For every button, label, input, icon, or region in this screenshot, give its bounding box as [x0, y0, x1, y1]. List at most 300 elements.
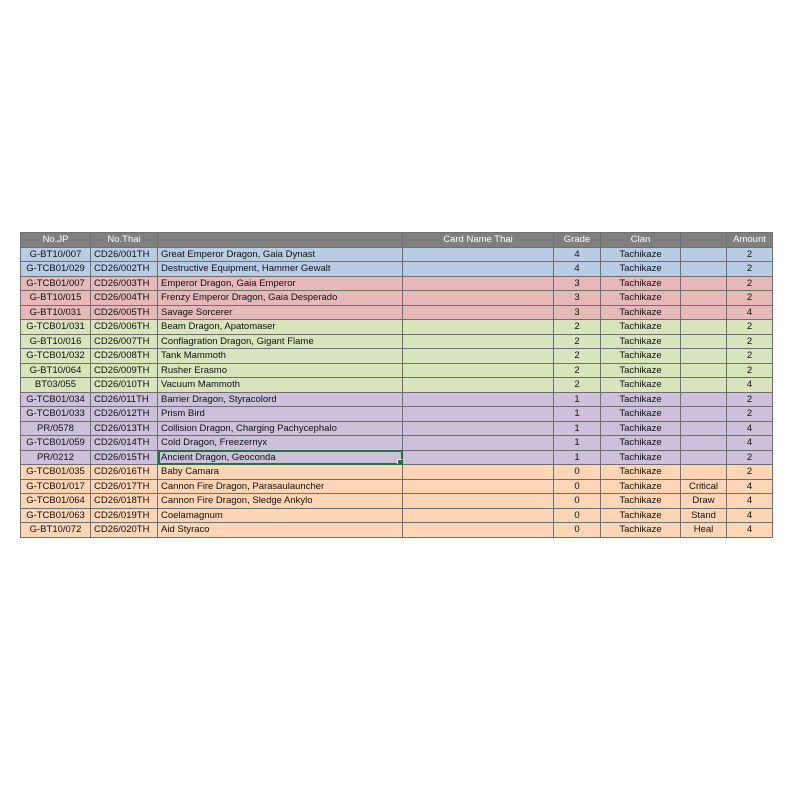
cell-grade[interactable]	[554, 276, 601, 291]
fill-handle[interactable]	[397, 459, 403, 465]
cell-clan[interactable]	[601, 247, 681, 262]
table-row	[21, 479, 773, 494]
cell-no-jp[interactable]	[21, 334, 91, 349]
cell-trigger[interactable]	[681, 436, 727, 451]
cell-grade[interactable]	[554, 508, 601, 523]
cell-grade-text: 0	[574, 466, 580, 478]
cell-no-jp[interactable]	[21, 465, 91, 480]
cell-card-name-thai[interactable]	[403, 305, 554, 320]
cell-no-jp[interactable]	[21, 320, 91, 335]
cell-card-name-thai[interactable]	[403, 349, 554, 364]
cell-amount-text: 2	[746, 248, 753, 260]
table-row	[21, 291, 773, 306]
cell-no-thai[interactable]	[91, 523, 158, 538]
cell-clan-text: Tachikaze	[619, 321, 662, 333]
table-row	[21, 407, 773, 422]
cell-no-jp-text: G-TCB01/064	[26, 495, 85, 507]
cell-card-name[interactable]	[158, 479, 403, 494]
cell-no-thai-text: CD26/007TH	[94, 335, 150, 347]
cell-clan[interactable]	[601, 262, 681, 277]
cell-no-jp[interactable]	[21, 407, 91, 422]
cell-card-name-text: Savage Sorcerer	[161, 306, 233, 318]
cell-card-name-thai[interactable]	[403, 262, 554, 277]
cell-clan-text: Tachikaze	[619, 524, 662, 536]
cell-card-name[interactable]	[158, 421, 403, 436]
cell-amount[interactable]	[727, 450, 773, 465]
cell-amount-text: 2	[746, 408, 753, 420]
cell-no-jp[interactable]	[21, 291, 91, 306]
cell-amount-text: 4	[746, 379, 753, 391]
cell-trigger[interactable]	[681, 392, 727, 407]
cell-card-name-thai[interactable]	[403, 508, 554, 523]
table-row	[21, 378, 773, 393]
cell-amount[interactable]	[727, 247, 773, 262]
cell-no-jp-text: G-BT10/072	[29, 524, 82, 536]
cell-card-name-text: Destructive Equipment, Hammer Gewalt	[161, 263, 331, 275]
cell-amount-text: 2	[746, 321, 753, 333]
cell-amount-text: 4	[746, 306, 753, 318]
cell-card-name-thai[interactable]	[403, 378, 554, 393]
cell-grade-text: 1	[574, 451, 580, 463]
cell-amount[interactable]	[727, 494, 773, 509]
cell-card-name-thai[interactable]	[403, 363, 554, 378]
cell-card-name[interactable]	[158, 320, 403, 335]
cell-grade[interactable]	[554, 334, 601, 349]
cell-no-thai-text: CD26/018TH	[94, 495, 150, 507]
cell-clan[interactable]	[601, 392, 681, 407]
cell-no-jp[interactable]	[21, 450, 91, 465]
cell-no-thai-text: CD26/020TH	[94, 524, 150, 536]
cell-amount-text: 2	[746, 451, 753, 463]
cell-card-name-thai[interactable]	[403, 479, 554, 494]
cell-amount-text: 2	[746, 393, 753, 405]
cell-clan[interactable]	[601, 363, 681, 378]
cell-card-name[interactable]	[158, 305, 403, 320]
cell-card-name-thai[interactable]	[403, 291, 554, 306]
cell-no-thai[interactable]	[91, 407, 158, 422]
cell-no-jp-text: G-TCB01/029	[26, 263, 85, 275]
cell-card-name-thai[interactable]	[403, 407, 554, 422]
cell-no-jp-text: G-TCB01/007	[26, 277, 85, 289]
cell-clan-text: Tachikaze	[619, 393, 662, 405]
cell-grade-text: 0	[574, 480, 580, 492]
cell-clan-text: Tachikaze	[619, 451, 662, 463]
cell-card-name-thai[interactable]	[403, 436, 554, 451]
cell-card-name-thai[interactable]	[403, 276, 554, 291]
cell-trigger[interactable]	[681, 421, 727, 436]
cell-grade[interactable]	[554, 450, 601, 465]
cell-no-jp-text: G-TCB01/017	[26, 480, 85, 492]
table-row	[21, 320, 773, 335]
header-clan[interactable]: Clan	[601, 233, 681, 248]
cell-amount[interactable]	[727, 421, 773, 436]
cell-amount[interactable]	[727, 262, 773, 277]
cell-no-jp[interactable]	[21, 247, 91, 262]
cell-grade-text: 1	[574, 437, 580, 449]
header-card-name[interactable]	[158, 233, 403, 248]
cell-no-thai[interactable]	[91, 421, 158, 436]
cell-card-name[interactable]	[158, 262, 403, 277]
cell-no-jp-text: G-BT10/016	[29, 335, 82, 347]
cell-amount[interactable]	[727, 465, 773, 480]
cell-grade[interactable]	[554, 407, 601, 422]
cell-no-thai[interactable]	[91, 276, 158, 291]
cell-no-jp-text: G-BT10/064	[29, 364, 82, 376]
cell-card-name-text: Aid Styraco	[161, 524, 210, 536]
cell-no-thai[interactable]	[91, 349, 158, 364]
table-row	[21, 508, 773, 523]
cell-clan-text: Tachikaze	[619, 480, 662, 492]
cell-no-jp-text: G-BT10/007	[29, 248, 82, 260]
cell-card-name[interactable]	[158, 392, 403, 407]
cell-no-thai-text: CD26/013TH	[94, 422, 150, 434]
cell-clan[interactable]	[601, 479, 681, 494]
table-row	[21, 247, 773, 262]
cell-amount[interactable]	[727, 523, 773, 538]
cell-card-name-text: Cannon Fire Dragon, Sledge Ankylo	[161, 495, 313, 507]
cell-no-thai[interactable]	[91, 320, 158, 335]
cell-card-name-text: Conflagration Dragon, Gigant Flame	[161, 335, 314, 347]
cell-grade-text: 1	[574, 393, 580, 405]
cell-no-jp[interactable]	[21, 262, 91, 277]
cell-trigger[interactable]	[681, 305, 727, 320]
cell-trigger[interactable]	[681, 407, 727, 422]
cell-no-jp[interactable]	[21, 392, 91, 407]
cell-no-thai-text: CD26/019TH	[94, 509, 150, 521]
cell-trigger[interactable]	[681, 320, 727, 335]
table-body	[21, 247, 773, 537]
cell-amount-text: 2	[746, 292, 753, 304]
cell-trigger[interactable]	[681, 291, 727, 306]
header-card-name-thai[interactable]: Card Name Thai	[403, 233, 554, 248]
cell-clan[interactable]	[601, 334, 681, 349]
cell-clan[interactable]	[601, 523, 681, 538]
cell-card-name-text: Great Emperor Dragon, Gaia Dynast	[161, 248, 316, 260]
cell-trigger-text: Stand	[691, 509, 716, 521]
cell-no-thai-text: CD26/017TH	[94, 480, 150, 492]
cell-trigger[interactable]	[681, 276, 727, 291]
cell-clan[interactable]	[601, 508, 681, 523]
cell-card-name-text: Barrier Dragon, Styracolord	[161, 393, 277, 405]
cell-amount[interactable]	[727, 320, 773, 335]
cell-no-thai-text: CD26/004TH	[94, 292, 150, 304]
cell-no-thai[interactable]	[91, 450, 158, 465]
cell-trigger[interactable]	[681, 465, 727, 480]
cell-grade[interactable]	[554, 349, 601, 364]
cell-no-jp[interactable]	[21, 276, 91, 291]
cell-grade[interactable]	[554, 363, 601, 378]
cell-grade-text: 0	[574, 509, 580, 521]
cell-amount[interactable]	[727, 508, 773, 523]
cell-no-thai-text: CD26/002TH	[94, 263, 150, 275]
cell-clan[interactable]	[601, 494, 681, 509]
cell-no-jp-text: G-TCB01/035	[26, 466, 85, 478]
cell-card-name-thai[interactable]	[403, 465, 554, 480]
cell-grade-text: 1	[574, 422, 580, 434]
cell-card-name-thai[interactable]	[403, 523, 554, 538]
cell-no-jp[interactable]	[21, 363, 91, 378]
cell-trigger[interactable]	[681, 494, 727, 509]
cell-grade[interactable]	[554, 305, 601, 320]
cell-card-name-text: Baby Camara	[161, 466, 220, 478]
cell-trigger[interactable]	[681, 349, 727, 364]
cell-amount-text: 2	[746, 277, 753, 289]
cell-clan[interactable]	[601, 320, 681, 335]
cell-no-thai-text: CD26/005TH	[94, 306, 150, 318]
cell-card-name-text: Coelamagnum	[161, 509, 223, 521]
cell-card-name[interactable]	[158, 523, 403, 538]
table-row	[21, 523, 773, 538]
cell-card-name-thai[interactable]	[403, 320, 554, 335]
cell-no-jp[interactable]	[21, 349, 91, 364]
cell-clan-text: Tachikaze	[619, 466, 662, 478]
cell-grade[interactable]	[554, 378, 601, 393]
cell-card-name[interactable]	[158, 378, 403, 393]
cell-amount[interactable]	[727, 378, 773, 393]
cell-trigger[interactable]	[681, 363, 727, 378]
cell-amount[interactable]	[727, 334, 773, 349]
cell-card-name[interactable]	[158, 363, 403, 378]
cell-grade-text: 2	[574, 350, 580, 362]
cell-amount[interactable]	[727, 349, 773, 364]
table-row	[21, 334, 773, 349]
cell-no-jp[interactable]	[21, 479, 91, 494]
cell-clan-text: Tachikaze	[619, 306, 662, 318]
cell-card-name-text: Tank Mammoth	[161, 350, 226, 362]
cell-no-jp-text: G-TCB01/059	[26, 437, 85, 449]
cell-amount-text: 4	[746, 437, 753, 449]
cell-grade[interactable]	[554, 392, 601, 407]
cell-clan[interactable]	[601, 349, 681, 364]
cell-no-jp-text: G-TCB01/063	[26, 509, 85, 521]
cell-clan[interactable]	[601, 276, 681, 291]
cell-card-name-text: Cold Dragon, Freezernyx	[161, 437, 268, 449]
selected-cell[interactable]	[158, 450, 403, 465]
cell-clan[interactable]	[601, 421, 681, 436]
cell-card-name-text: Beam Dragon, Apatomaser	[161, 321, 276, 333]
cell-no-jp[interactable]	[21, 494, 91, 509]
cell-no-jp[interactable]	[21, 305, 91, 320]
cell-no-jp-text: G-TCB01/031	[26, 321, 85, 333]
cell-grade[interactable]	[554, 320, 601, 335]
cell-clan-text: Tachikaze	[619, 292, 662, 304]
cell-card-name-thai[interactable]	[403, 494, 554, 509]
cell-card-name-text: Cannon Fire Dragon, Parasaulauncher	[161, 480, 325, 492]
cell-grade[interactable]	[554, 523, 601, 538]
cell-no-thai[interactable]	[91, 262, 158, 277]
cell-no-thai[interactable]	[91, 436, 158, 451]
cell-grade-text: 2	[574, 321, 580, 333]
cell-no-thai-text: CD26/015TH	[94, 451, 150, 463]
cell-trigger[interactable]	[681, 479, 727, 494]
cell-grade[interactable]	[554, 421, 601, 436]
table-row	[21, 421, 773, 436]
cell-grade-text: 0	[574, 495, 580, 507]
cell-grade[interactable]	[554, 479, 601, 494]
cell-no-thai[interactable]	[91, 363, 158, 378]
cell-clan-text: Tachikaze	[619, 422, 662, 434]
cell-card-name[interactable]	[158, 247, 403, 262]
cell-clan-text: Tachikaze	[619, 350, 662, 362]
cell-amount-text: 2	[746, 335, 753, 347]
cell-grade-text: 2	[574, 379, 580, 391]
cell-no-thai-text: CD26/012TH	[94, 408, 150, 420]
cell-no-thai-text: CD26/014TH	[94, 437, 150, 449]
cell-grade-text: 0	[574, 524, 580, 536]
cell-amount-text: 4	[746, 509, 753, 521]
cell-card-name-thai[interactable]	[403, 334, 554, 349]
cell-clan[interactable]	[601, 465, 681, 480]
table-row	[21, 494, 773, 509]
cell-amount[interactable]	[727, 479, 773, 494]
cell-no-jp-text: G-TCB01/034	[26, 393, 85, 405]
cell-amount[interactable]	[727, 291, 773, 306]
cell-grade[interactable]	[554, 262, 601, 277]
cell-trigger-text: Critical	[688, 480, 719, 492]
cell-card-name[interactable]	[158, 494, 403, 509]
cell-no-thai-text: CD26/009TH	[94, 364, 150, 376]
cell-no-jp[interactable]	[21, 421, 91, 436]
cell-clan[interactable]	[601, 291, 681, 306]
cell-clan-text: Tachikaze	[619, 248, 662, 260]
cell-amount-text: 2	[746, 263, 753, 275]
cell-grade[interactable]	[554, 291, 601, 306]
cell-trigger-text: Heal	[693, 524, 714, 536]
cell-amount[interactable]	[727, 392, 773, 407]
cell-amount[interactable]	[727, 363, 773, 378]
cell-trigger[interactable]	[681, 247, 727, 262]
cell-card-name-thai[interactable]	[403, 450, 554, 465]
cell-no-thai-text: CD26/008TH	[94, 350, 150, 362]
cell-no-jp-text: G-BT10/015	[29, 292, 82, 304]
cell-no-thai[interactable]	[91, 291, 158, 306]
cell-grade[interactable]	[554, 465, 601, 480]
cell-no-thai[interactable]	[91, 494, 158, 509]
cell-card-name-text: Ancient Dragon, Geoconda	[161, 451, 276, 463]
cell-grade[interactable]	[554, 247, 601, 262]
cell-card-name-thai[interactable]	[403, 247, 554, 262]
cell-no-jp[interactable]	[21, 378, 91, 393]
cell-card-name[interactable]	[158, 349, 403, 364]
cell-card-name-text: Rusher Erasmo	[161, 364, 227, 376]
header-no-thai[interactable]: No.Thai	[91, 233, 158, 248]
cell-no-thai-text: CD26/006TH	[94, 321, 150, 333]
cell-card-name-thai[interactable]	[403, 392, 554, 407]
cell-amount[interactable]	[727, 276, 773, 291]
cell-no-jp-text: BT03/055	[34, 379, 77, 391]
cell-no-thai-text: CD26/011TH	[94, 393, 149, 405]
cell-card-name[interactable]	[158, 291, 403, 306]
table-row	[21, 436, 773, 451]
cell-no-thai[interactable]	[91, 465, 158, 480]
cell-trigger[interactable]	[681, 508, 727, 523]
cell-no-thai[interactable]	[91, 479, 158, 494]
cell-clan[interactable]	[601, 305, 681, 320]
cell-clan-text: Tachikaze	[619, 335, 662, 347]
cell-clan-text: Tachikaze	[619, 437, 662, 449]
cell-no-jp-text: PR/0578	[37, 422, 74, 434]
cell-trigger[interactable]	[681, 450, 727, 465]
cell-no-thai[interactable]	[91, 334, 158, 349]
cell-clan[interactable]	[601, 436, 681, 451]
table-row	[21, 465, 773, 480]
cell-no-thai[interactable]	[91, 247, 158, 262]
cell-no-thai[interactable]	[91, 305, 158, 320]
cell-grade-text: 3	[574, 292, 580, 304]
cell-amount-text: 2	[746, 350, 753, 362]
table-row	[21, 276, 773, 291]
cell-amount[interactable]	[727, 436, 773, 451]
cell-no-jp[interactable]	[21, 436, 91, 451]
cell-clan-text: Tachikaze	[619, 263, 662, 275]
cell-clan[interactable]	[601, 450, 681, 465]
cell-card-name[interactable]	[158, 465, 403, 480]
cell-grade-text: 4	[574, 248, 580, 260]
header-no-jp[interactable]: No.JP	[21, 233, 91, 248]
cell-grade-text: 1	[574, 408, 580, 420]
cell-amount-text: 4	[746, 480, 753, 492]
cell-grade-text: 3	[574, 277, 580, 289]
cell-clan-text: Tachikaze	[619, 364, 662, 376]
cell-grade[interactable]	[554, 494, 601, 509]
cell-card-name[interactable]	[158, 407, 403, 422]
cell-clan[interactable]	[601, 378, 681, 393]
cell-card-name[interactable]	[158, 508, 403, 523]
cell-trigger[interactable]	[681, 378, 727, 393]
cell-amount[interactable]	[727, 305, 773, 320]
cell-trigger[interactable]	[681, 523, 727, 538]
table-row	[21, 392, 773, 407]
table-row	[21, 363, 773, 378]
cell-no-jp[interactable]	[21, 508, 91, 523]
table-row	[21, 450, 773, 465]
cell-no-thai[interactable]	[91, 508, 158, 523]
cell-no-jp-text: G-BT10/031	[29, 306, 82, 318]
cell-grade[interactable]	[554, 436, 601, 451]
header-amount[interactable]: Amount	[727, 233, 773, 248]
cell-no-thai[interactable]	[91, 392, 158, 407]
cell-no-thai-text: CD26/001TH	[94, 248, 150, 260]
table-row	[21, 305, 773, 320]
cell-card-name-text: Vacuum Mammoth	[161, 379, 241, 391]
cell-amount[interactable]	[727, 407, 773, 422]
cell-clan-text: Tachikaze	[619, 408, 662, 420]
cell-trigger[interactable]	[681, 334, 727, 349]
cell-card-name-text: Prism Bird	[161, 408, 205, 420]
cell-card-name[interactable]	[158, 334, 403, 349]
header-trigger[interactable]	[681, 233, 727, 248]
cell-card-name[interactable]	[158, 276, 403, 291]
cell-clan-text: Tachikaze	[619, 277, 662, 289]
header-grade[interactable]: Grade	[554, 233, 601, 248]
cell-card-name[interactable]	[158, 436, 403, 451]
cell-trigger-text: Draw	[692, 495, 715, 507]
cell-clan[interactable]	[601, 407, 681, 422]
cell-no-thai-text: CD26/010TH	[94, 379, 150, 391]
cell-clan-text: Tachikaze	[619, 495, 662, 507]
header-row	[21, 233, 773, 248]
cell-card-name-thai[interactable]	[403, 421, 554, 436]
cell-grade-text: 4	[574, 263, 580, 275]
cell-amount-text: 4	[746, 524, 753, 536]
cell-clan-text: Tachikaze	[619, 379, 662, 391]
cell-card-name-text: Collision Dragon, Charging Pachycephalo	[161, 422, 337, 434]
cell-no-thai-text: CD26/016TH	[94, 466, 150, 478]
cell-no-jp-text: PR/0212	[37, 451, 74, 463]
cell-trigger[interactable]	[681, 262, 727, 277]
cell-no-thai[interactable]	[91, 378, 158, 393]
cell-no-jp[interactable]	[21, 523, 91, 538]
